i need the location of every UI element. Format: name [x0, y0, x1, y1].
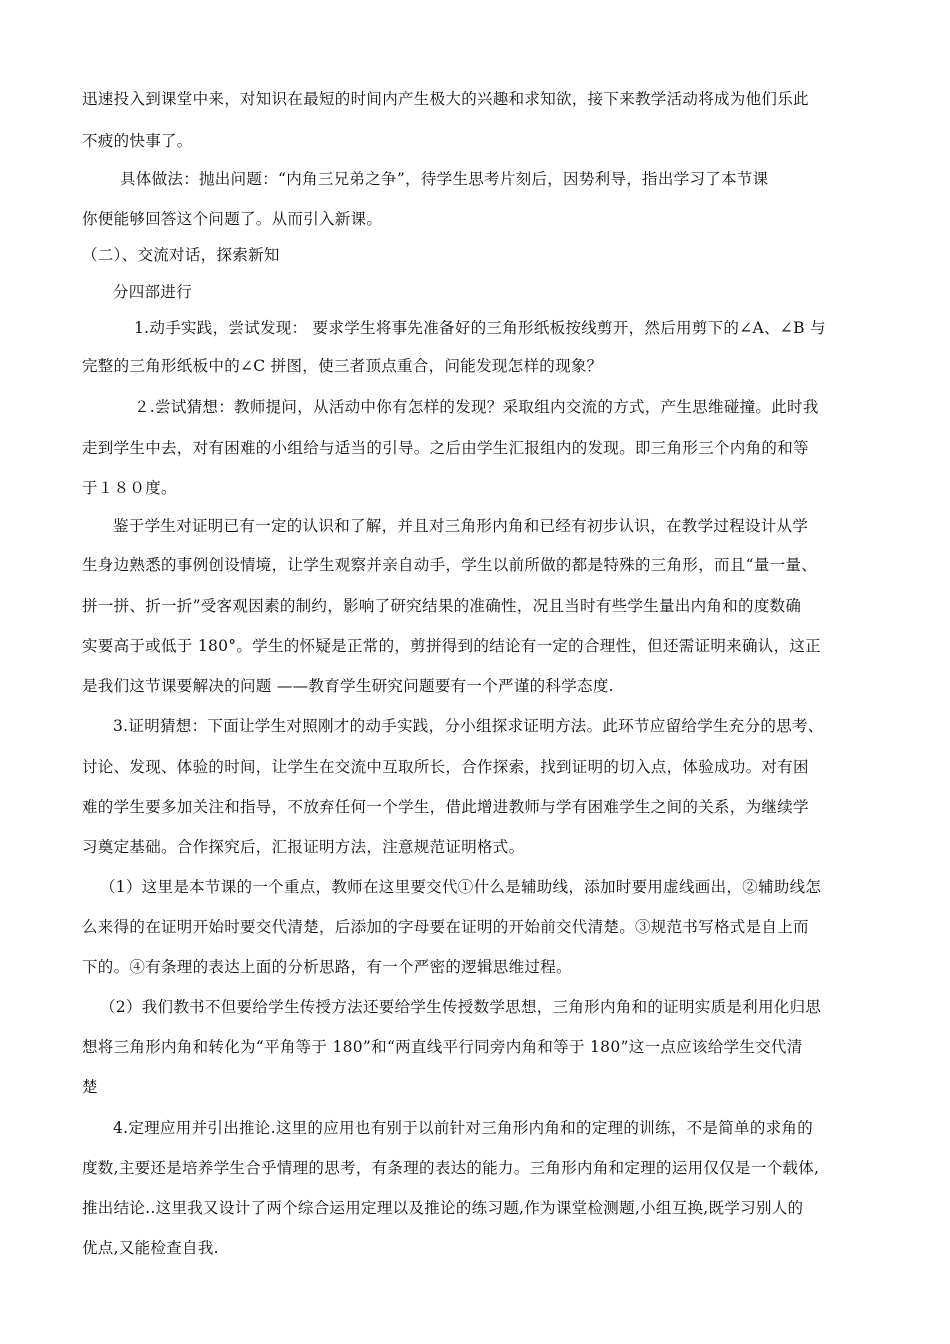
text-line-3: 具体做法：抛出问题：“内角三兄弟之争”，待学生思考片刻后，因势利导，指出学习了本节课: [120, 170, 769, 188]
text-line-1: 迅速投入到课堂中来，对知识在最短的时间内产生极大的兴趣和求知欲，接下来教学活动将成为他们乐此: [82, 90, 809, 108]
text-line-23: 下的。④有条理的表达上面的分析思路，有一个严密的逻辑思维过程。: [82, 958, 572, 976]
text-line-19: 难的学生要多加关注和指导，不放弃任何一个学生，借此增进教师与学有困难学生之间的关系，为继续学: [82, 798, 809, 816]
text-line-14: 拼一拼、折一折”受客观因素的制约，影响了研究结果的准确性，况且当时有些学生量出内角和的度数确: [82, 597, 802, 615]
text-line-10: 走到学生中去，对有困难的小组给与适当的引导。之后由学生汇报组内的发现。即三角形三个内角的和等: [82, 439, 809, 457]
text-line-28: 度数,主要还是培养学生合乎情理的思考，有条理的表达的能力。三角形内角和定理的运用仅仅是一个载体,: [82, 1159, 820, 1177]
text-line-20: 习奠定基础。合作探究后，汇报证明方法，注意规范证明格式。: [82, 838, 525, 856]
text-line-29: 推出结论..这里我又设计了两个综合运用定理以及推论的练习题,作为课堂检测题,小组互换,既学习别人的: [82, 1199, 804, 1217]
text-line-15: 实要高于或低于 180°。学生的怀疑是正常的，剪拼得到的结论有一定的合理性，但还需证明来确认，这正: [82, 637, 821, 655]
text-line-17: 3.证明猜想：下面让学生对照刚才的动手实践，分小组探求证明方法。此环节应留给学生充分的思考、: [113, 717, 824, 735]
text-line-24: （2）我们教书不但要给学生传授方法还要给学生传授数学思想，三角形内角和的证明实质是利用化归思: [100, 998, 822, 1016]
text-line-16: 是我们这节课要解决的问题 ——教育学生研究问题要有一个严谨的科学态度.: [82, 677, 614, 695]
text-line-26: 楚: [82, 1078, 98, 1096]
text-line-21: （1）这里是本节课的一个重点，教师在这里要交代①什么是辅助线，添加时要用虚线画出，②辅助线怎: [100, 878, 822, 896]
text-line-12: 鉴于学生对证明已有一定的认识和了解，并且对三角形内角和已经有初步认识，在教学过程设计从学: [113, 517, 809, 535]
text-line-22: 么来得的在证明开始时要交代清楚，后添加的字母要在证明的开始前交代清楚。③规范书写格式是自上而: [82, 918, 809, 936]
text-line-30: 优点,又能检查自我.: [82, 1239, 219, 1257]
text-line-9: ２.尝试猜想：教师提问，从活动中你有怎样的发现？采取组内交流的方式，产生思维碰撞。此时我: [134, 398, 819, 416]
text-line-4: 你便能够回答这个问题了。从而引入新课。: [82, 210, 383, 228]
text-line-6: 分四部进行: [113, 283, 193, 301]
text-line-18: 讨论、发现、体验的时间，让学生在交流中互取所长，合作探索，找到证明的切入点，体验成功。对有困: [82, 758, 809, 776]
text-line-25: 想将三角形内角和转化为“平角等于 180”和“两直线平行同旁内角和等于 180”这一点应该给学生交代清: [82, 1038, 803, 1056]
text-line-11: 于１８０度。: [82, 479, 177, 497]
text-line-8: 完整的三角形纸板中的∠C 拼图，使三者顶点重合，问能发现怎样的现象？: [82, 357, 603, 375]
section-heading: （二）、交流对话，探索新知: [82, 246, 280, 264]
text-line-7: 1.动手实践，尝试发现： 要求学生将事先准备好的三角形纸板按线剪开，然后用剪下的∠A、∠B 与: [134, 319, 826, 337]
text-line-27: 4.定理应用并引出推论.这里的应用也有别于以前针对三角形内角和的定理的训练，不是简单的求角的: [113, 1119, 814, 1137]
text-line-2: 不疲的快事了。: [82, 132, 193, 150]
text-line-13: 生身边熟悉的事例创设情境，让学生观察并亲自动手，学生以前所做的都是特殊的三角形，而且“量一量、: [82, 556, 818, 574]
